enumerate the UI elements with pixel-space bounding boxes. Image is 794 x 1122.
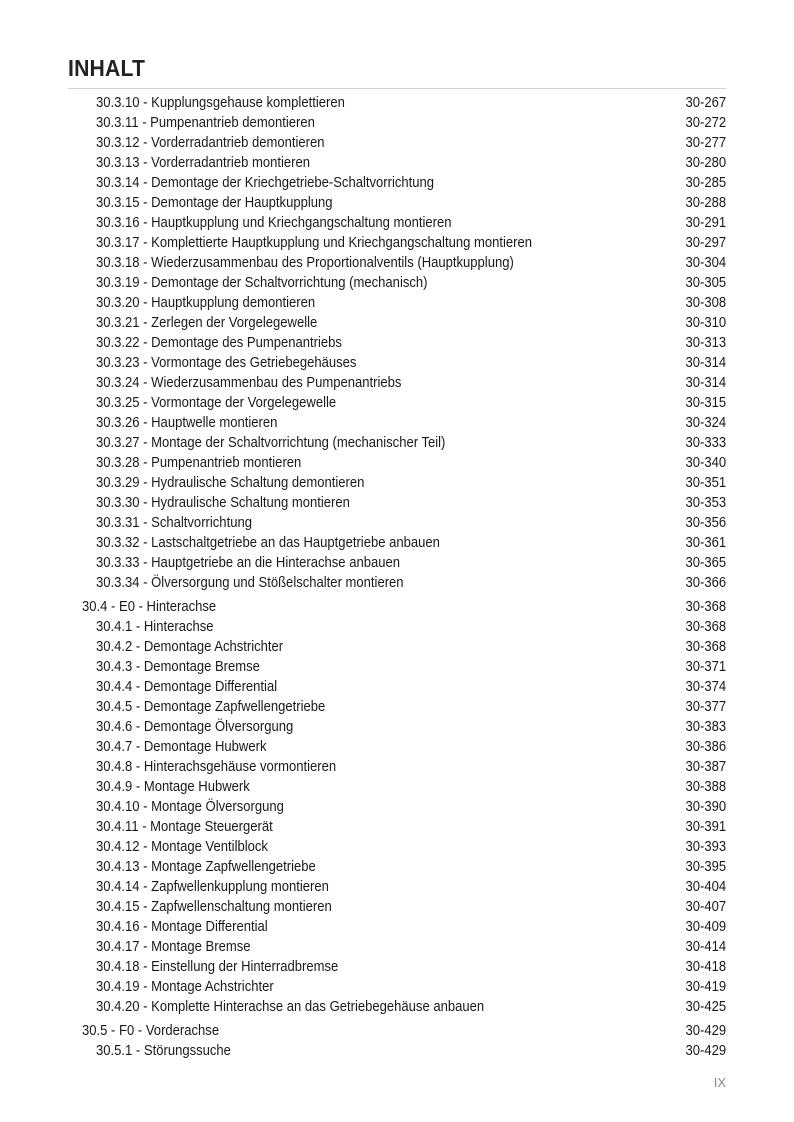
toc-entry[interactable] [0,937,794,957]
toc-entry[interactable] [0,113,794,133]
toc-entry[interactable] [0,857,794,877]
toc-entry-label: 30.4 - E0 - Hinterachse [82,599,217,615]
toc-entry-label: 30.4.15 - Zapfwellenschaltung montieren [96,899,332,915]
toc-entry-page: 30-310 [685,315,726,331]
toc-entry[interactable] [0,877,794,897]
toc-entry-label: 30.3.26 - Hauptwelle montieren [96,415,278,431]
table-of-contents [0,93,794,1061]
toc-entry-label: 30.3.33 - Hauptgetriebe an die Hinterachse anbauen [96,555,401,571]
toc-entry[interactable] [0,837,794,857]
toc-entry[interactable] [0,453,794,473]
toc-entry-page: 30-414 [685,939,726,955]
toc-entry-page: 30-288 [685,195,726,211]
toc-entry-label: 30.3.25 - Vormontage der Vorgelegewelle [96,395,337,411]
toc-entry[interactable] [0,533,794,553]
toc-entry[interactable] [0,797,794,817]
toc-entry-page: 30-351 [685,475,726,491]
toc-entry-label: 30.5 - F0 - Vorderachse [82,1023,220,1039]
toc-entry[interactable] [0,333,794,353]
toc-entry-label: 30.3.19 - Demontage der Schaltvorrichtung (mechanisch) [96,275,428,291]
toc-entry[interactable] [0,717,794,737]
toc-entry-page: 30-368 [685,619,726,635]
toc-entry-page: 30-297 [685,235,726,251]
toc-entry-label: 30.3.15 - Demontage der Hauptkupplung [96,195,333,211]
toc-entry[interactable] [0,697,794,717]
toc-entry[interactable] [0,657,794,677]
toc-entry-page: 30-304 [685,255,726,271]
toc-section-entry[interactable] [0,597,794,617]
toc-entry-label: 30.4.6 - Demontage Ölversorgung [96,719,294,735]
toc-entry-label: 30.4.16 - Montage Differential [96,919,268,935]
toc-entry-page: 30-377 [685,699,726,715]
toc-entry-page: 30-277 [685,135,726,151]
toc-entry-label: 30.4.10 - Montage Ölversorgung [96,799,284,815]
toc-entry-page: 30-388 [685,779,726,795]
toc-entry[interactable] [0,677,794,697]
toc-entry[interactable] [0,917,794,937]
toc-entry-page: 30-315 [685,395,726,411]
toc-entry-label: 30.3.13 - Vorderradantrieb montieren [96,155,311,171]
toc-entry[interactable] [0,757,794,777]
toc-entry-page: 30-371 [685,659,726,675]
toc-entry-label: 30.3.16 - Hauptkupplung und Kriechgangschaltung montieren [96,215,452,231]
toc-entry-page: 30-305 [685,275,726,291]
toc-entry[interactable] [0,573,794,593]
toc-entry-page: 30-291 [685,215,726,231]
toc-entry-label: 30.4.3 - Demontage Bremse [96,659,260,675]
toc-entry-label: 30.3.23 - Vormontage des Getriebegehäuses [96,355,357,371]
toc-entry-page: 30-361 [685,535,726,551]
toc-entry[interactable] [0,473,794,493]
toc-entry-page: 30-368 [685,639,726,655]
toc-entry-page: 30-418 [685,959,726,975]
toc-entry-page: 30-314 [685,355,726,371]
toc-entry[interactable] [0,173,794,193]
toc-entry[interactable] [0,213,794,233]
toc-entry[interactable] [0,293,794,313]
toc-entry[interactable] [0,957,794,977]
toc-entry-label: 30.4.14 - Zapfwellenkupplung montieren [96,879,329,895]
toc-entry-label: 30.3.24 - Wiederzusammenbau des Pumpenantriebs [96,375,402,391]
toc-entry-page: 30-374 [685,679,726,695]
toc-entry-label: 30.4.19 - Montage Achstrichter [96,979,274,995]
toc-entry[interactable] [0,133,794,153]
toc-entry-page: 30-429 [685,1023,726,1039]
toc-entry[interactable] [0,997,794,1017]
toc-entry-label: 30.3.29 - Hydraulische Schaltung demontieren [96,475,365,491]
toc-entry[interactable] [0,493,794,513]
page-number: IX [713,1075,726,1090]
toc-entry-label: 30.4.13 - Montage Zapfwellengetriebe [96,859,316,875]
toc-entry-page: 30-365 [685,555,726,571]
toc-entry-page: 30-368 [685,599,726,615]
toc-entry-label: 30.4.4 - Demontage Differential [96,679,278,695]
toc-entry-label: 30.4.18 - Einstellung der Hinterradbremse [96,959,339,975]
toc-entry-page: 30-356 [685,515,726,531]
toc-entry-label: 30.3.30 - Hydraulische Schaltung montieren [96,495,350,511]
toc-entry[interactable] [0,273,794,293]
toc-entry[interactable] [0,233,794,253]
toc-entry-label: 30.3.21 - Zerlegen der Vorgelegewelle [96,315,318,331]
toc-entry-label: 30.5.1 - Störungssuche [96,1043,231,1059]
toc-entry-label: 30.3.32 - Lastschaltgetriebe an das Hauptgetriebe anbauen [96,535,440,551]
toc-entry[interactable] [0,1041,794,1061]
toc-entry-page: 30-314 [685,375,726,391]
toc-entry-page: 30-429 [685,1043,726,1059]
toc-entry[interactable] [0,433,794,453]
toc-entry-page: 30-340 [685,455,726,471]
toc-entry-page: 30-272 [685,115,726,131]
toc-entry-label: 30.4.2 - Demontage Achstrichter [96,639,284,655]
toc-entry[interactable] [0,897,794,917]
toc-entry-label: 30.3.27 - Montage der Schaltvorrichtung (mechanischer Teil) [96,435,446,451]
toc-entry-page: 30-425 [685,999,726,1015]
toc-entry[interactable] [0,617,794,637]
toc-entry-page: 30-267 [685,95,726,111]
toc-entry-label: 30.4.17 - Montage Bremse [96,939,251,955]
toc-entry-page: 30-386 [685,739,726,755]
toc-entry-page: 30-353 [685,495,726,511]
toc-entry[interactable] [0,253,794,273]
page-title: INHALT [68,55,146,81]
toc-entry-label: 30.3.11 - Pumpenantrieb demontieren [96,115,315,131]
toc-entry-page: 30-280 [685,155,726,171]
toc-entry[interactable] [0,553,794,573]
title-divider [68,88,726,89]
toc-entry[interactable] [0,637,794,657]
toc-entry-label: 30.3.14 - Demontage der Kriechgetriebe-Schaltvorrichtung [96,175,435,191]
toc-entry-page: 30-387 [685,759,726,775]
toc-entry[interactable] [0,413,794,433]
toc-entry-page: 30-407 [685,899,726,915]
toc-entry[interactable] [0,977,794,997]
toc-entry[interactable] [0,817,794,837]
toc-entry-label: 30.4.9 - Montage Hubwerk [96,779,250,795]
toc-entry-page: 30-383 [685,719,726,735]
toc-entry-page: 30-333 [685,435,726,451]
toc-section-entry[interactable] [0,1021,794,1041]
toc-entry-label: 30.4.20 - Komplette Hinterachse an das Getriebegehäuse anbauen [96,999,485,1015]
toc-entry-label: 30.3.22 - Demontage des Pumpenantriebs [96,335,342,351]
toc-entry[interactable] [0,193,794,213]
toc-entry[interactable] [0,777,794,797]
toc-entry-page: 30-324 [685,415,726,431]
toc-entry-page: 30-395 [685,859,726,875]
toc-entry-label: 30.3.10 - Kupplungsgehause komplettieren [96,95,345,111]
toc-entry-label: 30.3.12 - Vorderradantrieb demontieren [96,135,325,151]
toc-entry-page: 30-419 [685,979,726,995]
toc-entry-page: 30-313 [685,335,726,351]
toc-entry-page: 30-285 [685,175,726,191]
toc-entry-page: 30-409 [685,919,726,935]
toc-entry-label: 30.4.1 - Hinterachse [96,619,214,635]
toc-entry[interactable] [0,313,794,333]
toc-entry-label: 30.3.18 - Wiederzusammenbau des Proportionalventils (Hauptkupplung) [96,255,514,271]
toc-entry-label: 30.4.7 - Demontage Hubwerk [96,739,267,755]
toc-entry[interactable] [0,737,794,757]
toc-entry-label: 30.3.20 - Hauptkupplung demontieren [96,295,316,311]
toc-entry-label: 30.3.28 - Pumpenantrieb montieren [96,455,302,471]
toc-entry[interactable] [0,373,794,393]
toc-entry[interactable] [0,393,794,413]
toc-entry-page: 30-404 [685,879,726,895]
toc-entry[interactable] [0,93,794,113]
toc-entry-page: 30-390 [685,799,726,815]
toc-entry-page: 30-391 [685,819,726,835]
toc-entry-label: 30.4.5 - Demontage Zapfwellengetriebe [96,699,326,715]
toc-entry-label: 30.3.17 - Komplettierte Hauptkupplung und Kriechgangschaltung montieren [96,235,533,251]
toc-entry-label: 30.4.8 - Hinterachsgehäuse vormontieren [96,759,337,775]
toc-entry[interactable] [0,513,794,533]
toc-entry-label: 30.3.34 - Ölversorgung und Stößelschalter montieren [96,575,404,591]
toc-entry-label: 30.4.12 - Montage Ventilblock [96,839,268,855]
toc-entry[interactable] [0,153,794,173]
toc-entry[interactable] [0,353,794,373]
toc-entry-label: 30.4.11 - Montage Steuergerät [96,819,273,835]
toc-entry-label: 30.3.31 - Schaltvorrichtung [96,515,252,531]
toc-entry-page: 30-308 [685,295,726,311]
toc-entry-page: 30-366 [685,575,726,591]
toc-entry-page: 30-393 [685,839,726,855]
